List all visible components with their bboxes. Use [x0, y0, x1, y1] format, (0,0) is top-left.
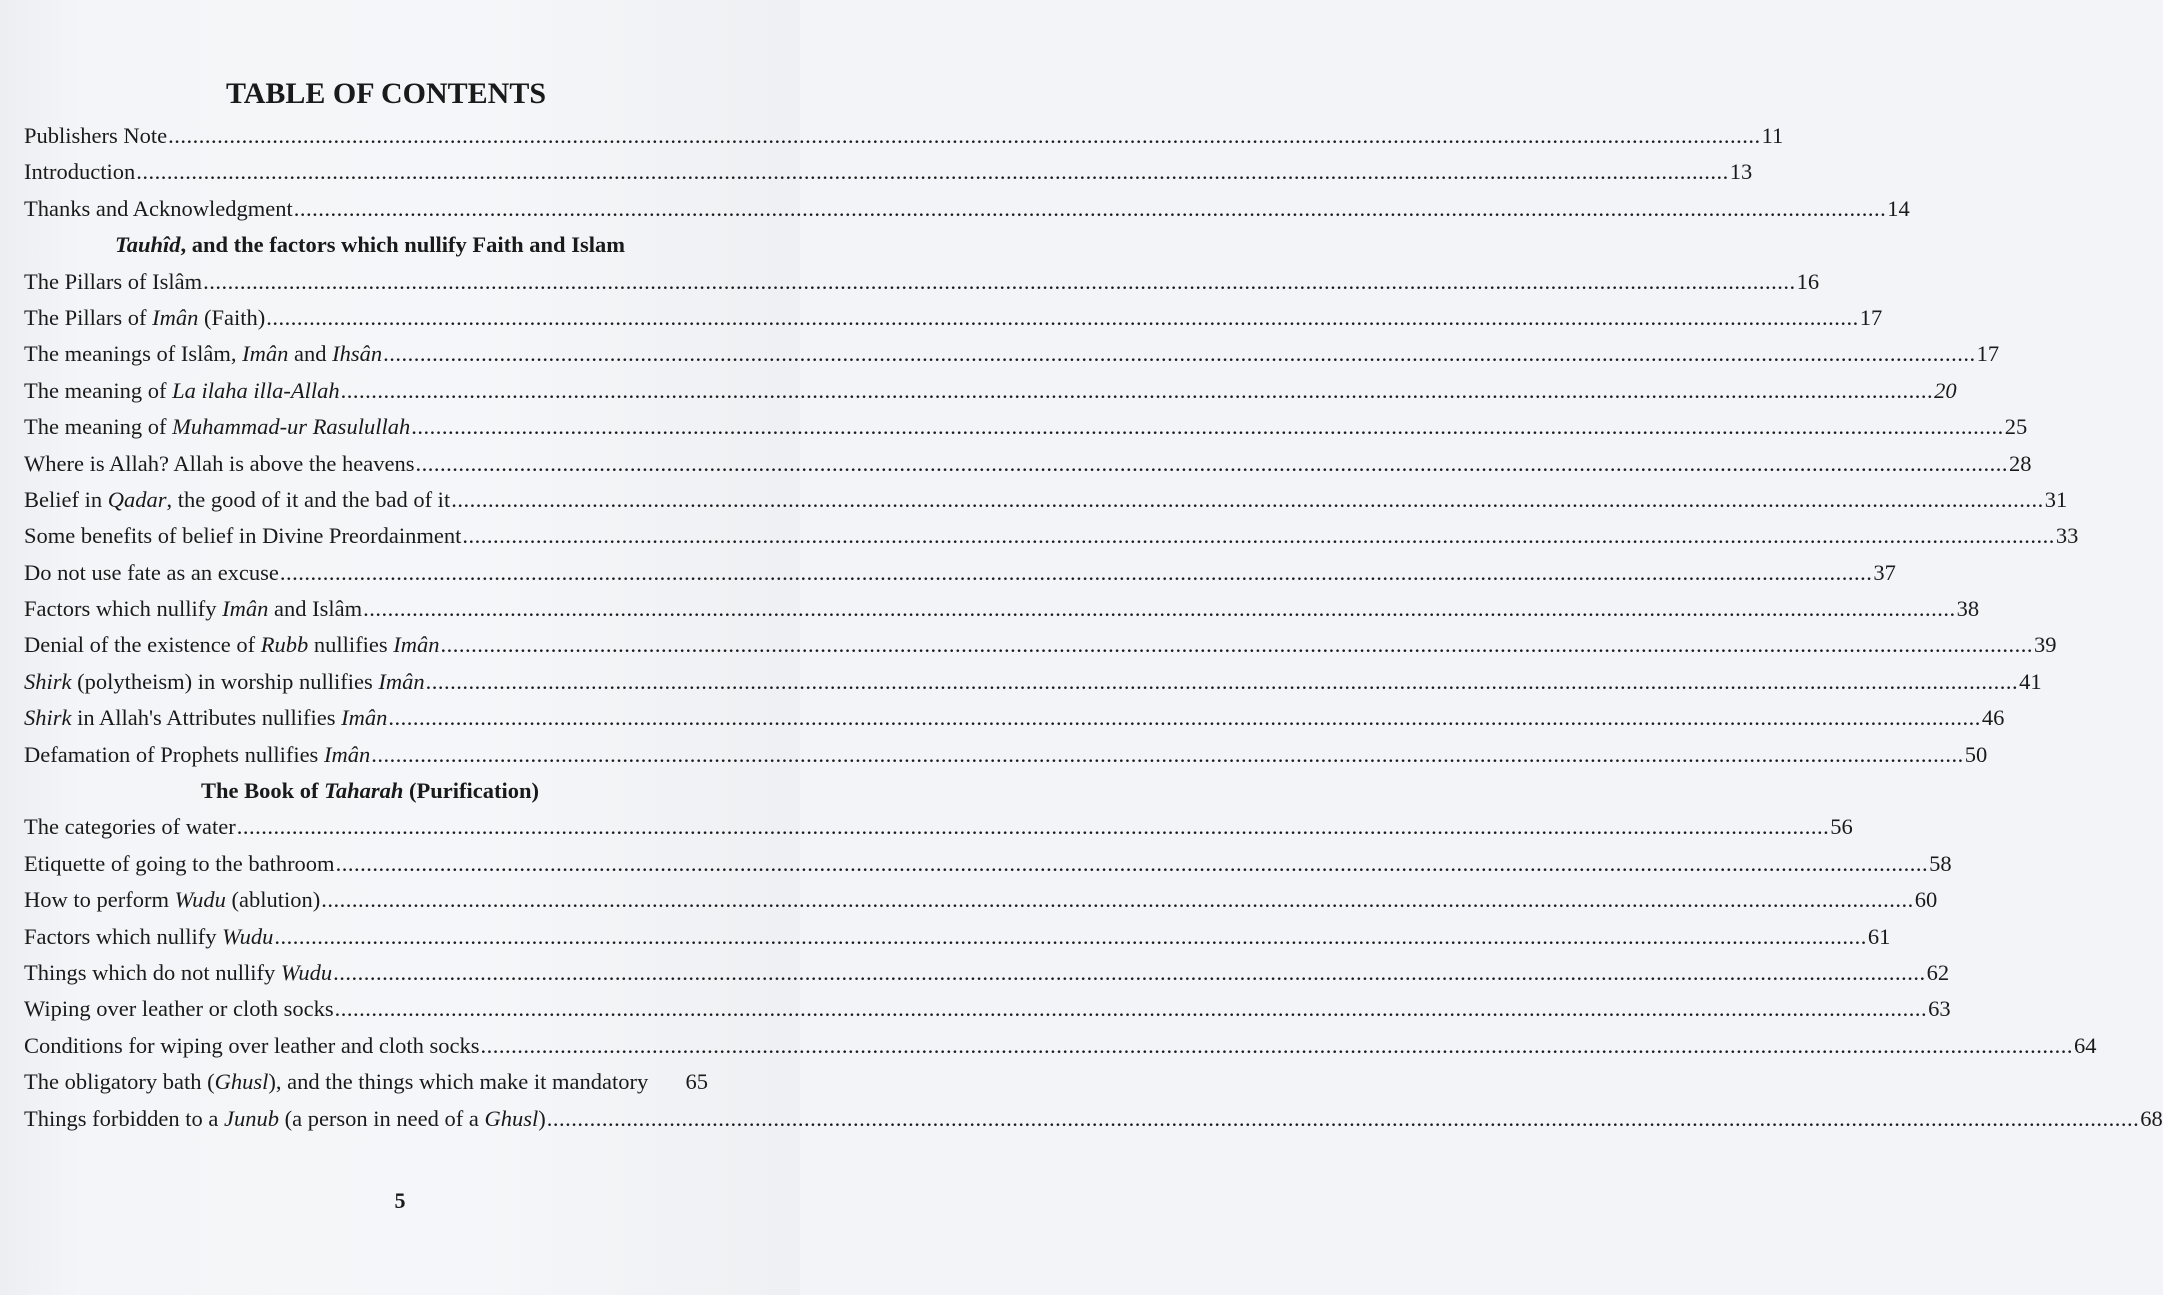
toc-entry[interactable] — [24, 809, 1853, 845]
section2.2-part: Imân — [242, 341, 289, 367]
toc-entry-page: 61 — [1867, 923, 1891, 949]
toc-entry[interactable] — [24, 336, 2000, 372]
section3.0-part: The categories of water — [24, 814, 236, 840]
toc-entry-page: 25 — [2004, 414, 2028, 440]
toc-entry-label — [24, 846, 335, 882]
toc-entry-page: 60 — [1914, 887, 1938, 913]
heading2-part: (Purification) — [403, 778, 539, 804]
section2.11-part: Imân — [378, 668, 425, 694]
dot-leader: .................................................................................................................................................................................................................................................................... — [383, 341, 1976, 367]
section2.5-part: Where is Allah? Allah is above the heavens — [24, 450, 415, 476]
section2.4-part: Muhammad-ur Rasulullah — [172, 414, 411, 440]
section3.5-part: Wiping over leather or cloth socks — [24, 996, 334, 1022]
toc-entry-label — [24, 191, 293, 227]
section2.0-part: The Pillars of Islâm — [24, 268, 203, 294]
toc-entry[interactable] — [24, 700, 2005, 736]
toc-entry[interactable] — [24, 882, 1938, 918]
toc-entry-label — [24, 264, 202, 300]
toc-entry[interactable] — [24, 919, 1891, 955]
toc-section-tauhid — [24, 264, 2079, 773]
dot-leader: .................................................................................................................................................................................................................................................................... — [203, 268, 1796, 294]
section3.3-part: Factors which nullify — [24, 923, 223, 949]
toc-entry-page: 17 — [1859, 304, 1883, 330]
section3.2-part: (ablution) — [225, 887, 321, 913]
toc-entry-page: 50 — [1964, 741, 1988, 767]
section2.6-part: Qadar — [107, 486, 167, 512]
section2.4-part: The meaning of — [24, 414, 173, 440]
toc-entry[interactable] — [24, 1028, 2097, 1064]
toc-entry-label — [24, 336, 382, 372]
dot-leader: .................................................................................................................................................................................................................................................................... — [333, 959, 1926, 985]
toc-entry-page: 65 — [685, 1069, 708, 1095]
toc-entry-page: 63 — [1928, 996, 1951, 1022]
toc-entry-page: 46 — [1981, 705, 2005, 731]
dot-leader: .................................................................................................................................................................................................................................................................... — [279, 559, 1873, 585]
section-heading-taharah — [24, 773, 708, 809]
toc-entry-page: 38 — [1956, 596, 1980, 622]
toc-entry[interactable] — [24, 737, 1988, 773]
toc-entry[interactable] — [24, 518, 2079, 554]
section2.8-part: Do not use fate as an excuse — [24, 559, 279, 585]
section3.7-part: Ghusl — [214, 1069, 269, 1095]
section3.4-part: Things which do not nullify — [24, 959, 281, 985]
dot-leader: .................................................................................................................................................................................................................................................................... — [236, 814, 1830, 840]
toc-entry-page: 17 — [1976, 341, 2000, 367]
section3.6-part: Conditions for wiping over leather and cloth socks — [24, 1032, 480, 1058]
toc-entry[interactable] — [24, 191, 1910, 227]
toc-entry-label — [24, 300, 265, 336]
toc-entry[interactable] — [24, 409, 2028, 445]
toc-entry[interactable] — [24, 118, 1784, 154]
toc-entry-label — [24, 955, 332, 991]
toc-entry[interactable] — [24, 300, 1883, 336]
toc-entry-label — [24, 518, 461, 554]
toc-entry-page: 11 — [1761, 123, 1784, 148]
toc-entry-page: 28 — [2009, 450, 2032, 476]
section2.13-part: Defamation of Prophets nullifies — [24, 741, 324, 767]
toc-entry-page: 41 — [2019, 668, 2042, 694]
toc-entry[interactable] — [24, 627, 2057, 663]
section-heading-tauhid — [24, 227, 708, 263]
toc-entry-page: 33 — [2055, 523, 2079, 549]
toc-entry-label — [24, 591, 362, 627]
section3.3-part: Wudu — [222, 923, 274, 949]
section2.11-part: Shirk — [24, 668, 72, 694]
section3.8-part: (a person in need of a — [278, 1105, 485, 1131]
section1.0-part: Publishers Note — [24, 123, 168, 148]
dot-leader: .................................................................................................................................................................................................................................................................... — [293, 195, 1887, 221]
toc-entry-page: 31 — [2044, 486, 2068, 512]
section3.8-part: Junub — [223, 1105, 279, 1131]
toc-entry[interactable] — [24, 591, 1980, 627]
toc-entry-label — [24, 373, 340, 409]
dot-leader: .................................................................................................................................................................................................................................................................... — [425, 668, 2019, 694]
section2.3-part: La ilaha illa-Allah — [172, 377, 340, 403]
section2.11-part: (polytheism) in worship nullifies — [71, 668, 379, 694]
toc-entry[interactable] — [24, 664, 2042, 700]
toc-entry[interactable] — [24, 154, 1753, 190]
toc-entry-page: 68 — [2140, 1105, 2163, 1131]
section2.1-part: The Pillars of — [24, 304, 153, 330]
toc-section-front-matter — [24, 118, 1910, 227]
page-number: 5 — [394, 1188, 406, 1213]
toc-entry-label — [24, 118, 167, 154]
section2.13-part: Imân — [323, 741, 371, 767]
section2.12-part: Imân — [341, 705, 388, 731]
section3.7-part: ), and the things which make it mandatory — [268, 1069, 649, 1095]
dot-leader: .................................................................................................................................................................................................................................................................... — [415, 450, 2008, 476]
toc-entry-label — [24, 700, 387, 736]
section2.1-part: (Faith) — [198, 304, 266, 330]
toc-entry[interactable] — [24, 264, 1820, 300]
toc-entry-page: 13 — [1729, 159, 1753, 185]
toc-entry-label — [24, 919, 273, 955]
section2.9-part: Imân — [222, 596, 269, 622]
dot-leader: .................................................................................................................................................................................................................................................................... — [363, 596, 1956, 622]
section2.2-part: and — [288, 341, 333, 367]
toc-entry[interactable] — [24, 846, 1952, 882]
section2.1-part: Imân — [152, 304, 199, 330]
toc-entry-label — [24, 1101, 546, 1137]
section2.7-part: Some benefits of belief in Divine Preordainment — [24, 523, 462, 549]
section3.8-part: Ghusl — [484, 1105, 539, 1131]
toc-entry-label — [24, 1064, 648, 1100]
toc-entry-label — [24, 991, 334, 1027]
toc-entry-label — [24, 664, 425, 700]
dot-leader: .................................................................................................................................................................................................................................................................... — [371, 741, 1964, 767]
toc-entry-page: 16 — [1796, 268, 1820, 294]
dot-leader: .................................................................................................................................................................................................................................................................... — [136, 159, 1729, 185]
section3.1-part: Etiquette of going to the bathroom — [24, 850, 335, 876]
section3.4-part: Wudu — [280, 959, 333, 985]
toc-entry-label — [24, 482, 450, 518]
section2.2-part: The meanings of Islâm, — [24, 341, 243, 367]
toc-entry[interactable] — [24, 446, 2032, 482]
dot-leader: .................................................................................................................................................................................................................................................................... — [480, 1032, 2074, 1058]
section1.1-part: Introduction — [24, 159, 136, 185]
toc-entry-label — [24, 555, 279, 591]
section3.8-part: ) — [538, 1105, 546, 1131]
heading2-part: Taharah — [324, 778, 404, 804]
heading1-part: , and the factors which nullify Faith and Islam — [180, 232, 625, 258]
toc-entry-label — [24, 737, 370, 773]
section2.10-part: Rubb — [260, 632, 309, 658]
toc-entry-label — [24, 627, 440, 663]
section2.10-part: nullifies — [308, 632, 394, 658]
dot-leader: .................................................................................................................................................................................................................................................................... — [451, 486, 2044, 512]
section2.10-part: Imân — [393, 632, 440, 658]
dot-leader: .................................................................................................................................................................................................................................................................... — [546, 1105, 2140, 1131]
dot-leader: .................................................................................................................................................................................................................................................................... — [266, 304, 1859, 330]
toc-entry-page: 58 — [1929, 850, 1952, 876]
toc-entry[interactable] — [24, 555, 1896, 591]
dot-leader: .................................................................................................................................................................................................................................................................... — [388, 705, 1981, 731]
toc-entry[interactable] — [24, 991, 1951, 1027]
toc-entry-page: 64 — [2074, 1032, 2097, 1058]
toc-entry-page: 62 — [1926, 959, 1950, 985]
toc-entry[interactable] — [24, 373, 1957, 409]
section3.2-part: How to perform — [24, 887, 175, 913]
toc-content — [24, 72, 2163, 1137]
dot-leader: .................................................................................................................................................................................................................................................................... — [274, 923, 1867, 949]
section2.3-part: The meaning of — [24, 377, 173, 403]
toc-entry-label — [24, 1028, 480, 1064]
dot-leader: .................................................................................................................................................................................................................................................................... — [321, 887, 1914, 913]
toc-entry-label — [24, 154, 135, 190]
section3.2-part: Wudu — [174, 887, 226, 913]
section2.6-part: Belief in — [24, 486, 108, 512]
dot-leader: .................................................................................................................................................................................................................................................................... — [411, 414, 2004, 440]
section3.7-part: The obligatory bath ( — [24, 1069, 215, 1095]
dot-leader: .................................................................................................................................................................................................................................................................... — [335, 850, 1929, 876]
toc-entry[interactable] — [24, 955, 1950, 991]
section2.6-part: , the good of it and the bad of it — [166, 486, 451, 512]
dot-leader: .................................................................................................................................................................................................................................................................... — [334, 996, 1928, 1022]
toc-entry[interactable] — [24, 1101, 2163, 1137]
toc-entry-page: 39 — [2034, 632, 2057, 658]
toc-entry-label — [24, 809, 236, 845]
page-title: TABLE OF CONTENTS — [225, 77, 547, 110]
heading1-part: Tauhîd — [115, 232, 181, 258]
toc-entry-page: 14 — [1887, 195, 1910, 221]
toc-entry-page: 56 — [1830, 814, 1853, 840]
section2.12-part: in Allah's Attributes nullifies — [71, 705, 342, 731]
section2.9-part: and Islâm — [268, 596, 363, 622]
toc-entry-page: 37 — [1873, 559, 1896, 585]
toc-entry-page: 20 — [1934, 377, 1957, 403]
section1.2-part: Thanks and Acknowledgment — [24, 195, 293, 221]
section3.8-part: Things forbidden to a — [24, 1105, 224, 1131]
section2.10-part: Denial of the existence of — [24, 632, 261, 658]
dot-leader: .................................................................................................................................................................................................................................................................... — [340, 377, 1934, 403]
heading2-part: The Book of — [201, 778, 325, 804]
toc-entry[interactable] — [24, 1064, 708, 1100]
toc-entry[interactable] — [24, 482, 2068, 518]
toc-section-taharah — [24, 809, 2163, 1137]
section2.12-part: Shirk — [24, 705, 72, 731]
toc-entry-label — [24, 882, 320, 918]
section2.9-part: Factors which nullify — [24, 596, 223, 622]
toc-entry-label — [24, 409, 410, 445]
toc-entry-label — [24, 446, 415, 482]
dot-leader: .................................................................................................................................................................................................................................................................... — [440, 632, 2034, 658]
dot-leader: .................................................................................................................................................................................................................................................................... — [168, 123, 1761, 148]
section2.2-part: Ihsân — [332, 341, 383, 367]
dot-leader: .................................................................................................................................................................................................................................................................... — [462, 523, 2055, 549]
